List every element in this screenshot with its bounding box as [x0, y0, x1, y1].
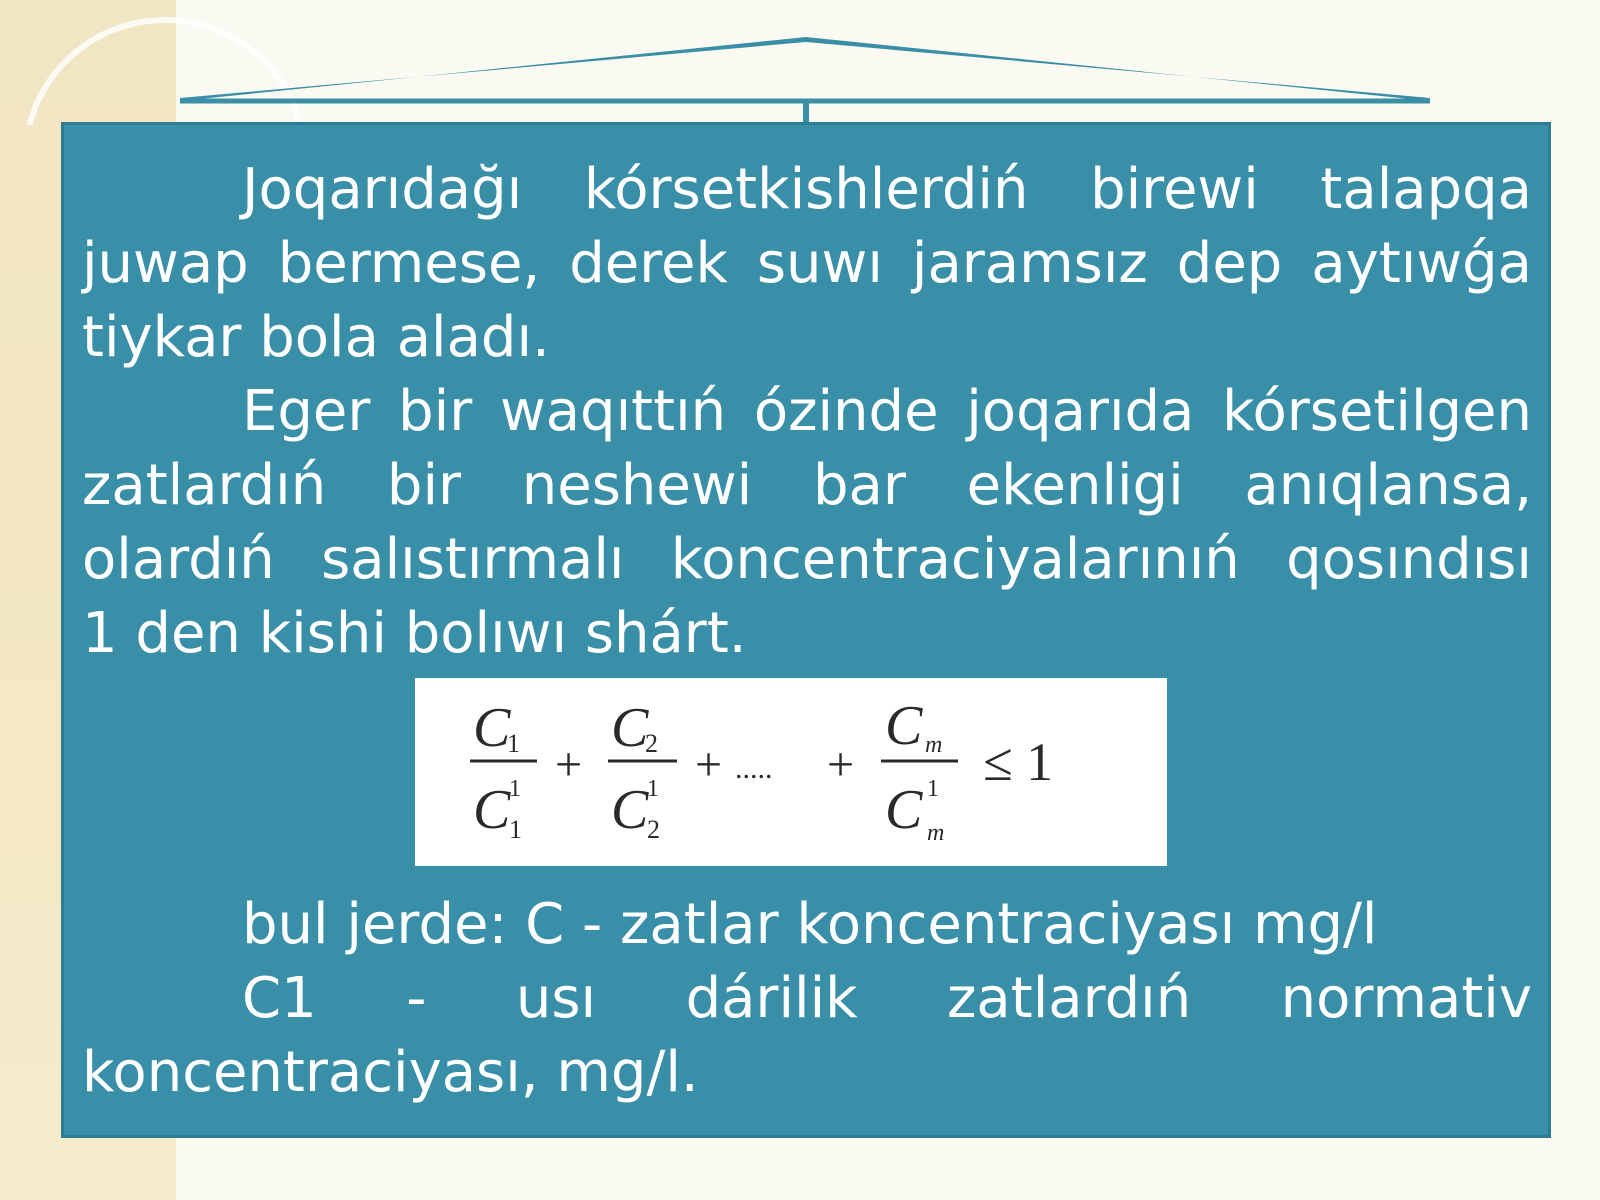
paragraph2-line3: olardıń salıstırmalı koncentraciyalarınıń qosındısı — [82, 527, 1532, 592]
explanation-text — [82, 888, 1532, 1110]
paragraph2-line4: 1 den kishi bolıwı shárt. — [82, 601, 747, 666]
fraction1-denominator: C — [473, 779, 511, 841]
content-panel — [61, 122, 1551, 1138]
fraction1-numerator-sub: 1 — [507, 729, 520, 758]
explanation-line2: C1 - usı dárilik zatlardıń normativ — [242, 966, 1532, 1031]
explanation-line1: bul jerde: C - zatlar koncentraciyası mg/l — [242, 892, 1378, 957]
main-text — [82, 153, 1532, 671]
fraction1-denominator-sup: 1 — [509, 776, 521, 802]
fraction2-denominator: C — [611, 779, 649, 841]
roof-header-shape — [0, 0, 1600, 125]
paragraph2-line2: zatlardıń bir neshewi bar ekenligi anıqlansa, — [82, 453, 1532, 518]
fractionm-denominator-sub: m — [927, 820, 945, 846]
roof-triangle — [180, 37, 1430, 101]
explanation-line3: koncentraciyası, mg/l. — [82, 1040, 699, 1105]
decorative-arc — [25, 20, 305, 125]
fraction1-numerator: C — [473, 697, 511, 759]
fractionm-denominator: C — [885, 779, 923, 841]
formula — [415, 678, 1167, 866]
fraction2-numerator: C — [611, 697, 649, 759]
fractionm-numerator: C — [885, 695, 923, 757]
fractionm-numerator-sub: m — [925, 732, 943, 758]
fractionm-denominator-sup: 1 — [927, 776, 939, 802]
paragraph1-line3: tiykar bola aladı. — [82, 305, 550, 370]
paragraph1-line2: juwap bermese, derek suwı jaramsız dep aytıwǵa — [82, 231, 1532, 296]
paragraph1-line1: Joqarıdağı kórsetkishlerdiń birewi talapqa — [242, 157, 1532, 222]
formula-box — [415, 678, 1167, 866]
plus-sign-3: + — [827, 738, 855, 791]
ellipsis-dots: ..... — [735, 752, 773, 785]
fraction2-denominator-sub: 2 — [647, 815, 660, 844]
relation-leq-one: ≤ 1 — [983, 732, 1054, 792]
fraction2-denominator-sup: 1 — [647, 776, 659, 802]
plus-sign-1: + — [555, 738, 583, 791]
fraction2-numerator-sub: 2 — [645, 729, 658, 758]
paragraph2-line1: Eger bir waqıttıń ózinde joqarıda kórsetilgen — [242, 379, 1532, 444]
plus-sign-2: + — [695, 738, 723, 791]
fraction1-denominator-sub: 1 — [509, 815, 522, 844]
